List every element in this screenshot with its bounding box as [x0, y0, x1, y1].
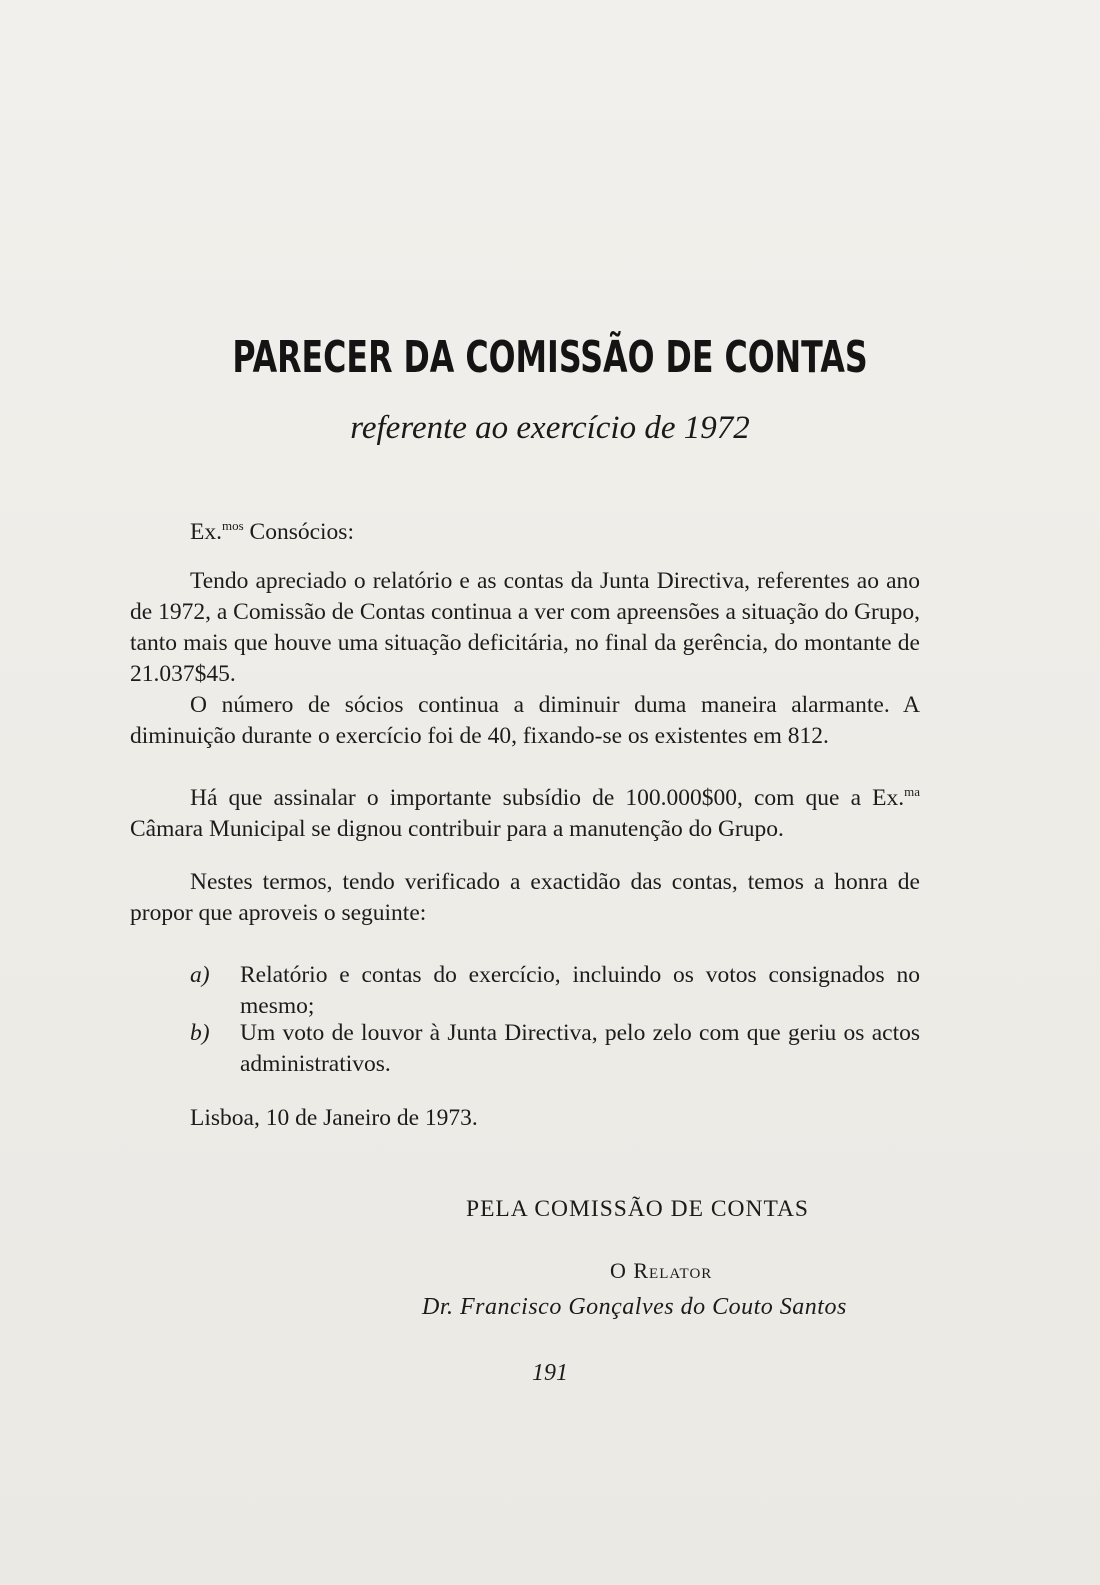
- salutation-prefix: Ex.: [190, 519, 222, 545]
- list-marker: b): [190, 1020, 210, 1046]
- document-title: PARECER DA COMISSÃO DE CONTAS: [232, 332, 868, 383]
- list-item: [190, 1018, 920, 1080]
- salutation: [190, 510, 980, 548]
- list-item-text: Relatório e contas do exercício, incluindo os votos consignados no mesmo;: [240, 962, 920, 1019]
- document-subtitle: referente ao exercício de 1972: [350, 410, 750, 446]
- list-marker: a): [190, 962, 210, 988]
- list-item-text: Um voto de louvor à Junta Directiva, pelo zelo com que geriu os actos administrativos.: [240, 1020, 920, 1077]
- signature-commission: PELA COMISSÃO DE CONTAS: [466, 1196, 809, 1222]
- paragraph-3-start: Há que assinalar o importante subsídio de 100.000$00, com que a Ex.: [190, 785, 905, 811]
- paragraph-3-superscript: ma: [904, 784, 920, 799]
- paragraph-1: Tendo apreciado o relatório e as contas da Junta Directiva, referentes ao ano de 1972, a Comissão de Contas continua a ver com apreensões a situação do Grupo, tanto mais que houve uma situação deficitária, no final da gerência, do montante de 21.037$45.: [130, 568, 920, 687]
- salutation-text: Consócios:: [249, 519, 354, 545]
- signature-name: Dr. Francisco Gonçalves do Couto Santos: [422, 1294, 847, 1320]
- paragraph-3: [130, 776, 920, 845]
- signature-role: O Relator: [610, 1258, 713, 1283]
- paragraph-2: O número de sócios continua a diminuir duma maneira alarmante. A diminuição durante o exercício foi de 40, fixando-se os existentes em 812.: [130, 692, 920, 749]
- paragraph-3-end: Câmara Municipal se dignou contribuir para a manutenção do Grupo.: [130, 816, 784, 842]
- page-number: 191: [532, 1360, 568, 1386]
- salutation-superscript: mos: [221, 518, 244, 533]
- place-date: Lisboa, 10 de Janeiro de 1973.: [190, 1105, 478, 1131]
- list-item: [190, 960, 920, 1022]
- paragraph-4: Nestes termos, tendo verificado a exactidão das contas, temos a honra de propor que aproveis o seguinte:: [130, 869, 920, 926]
